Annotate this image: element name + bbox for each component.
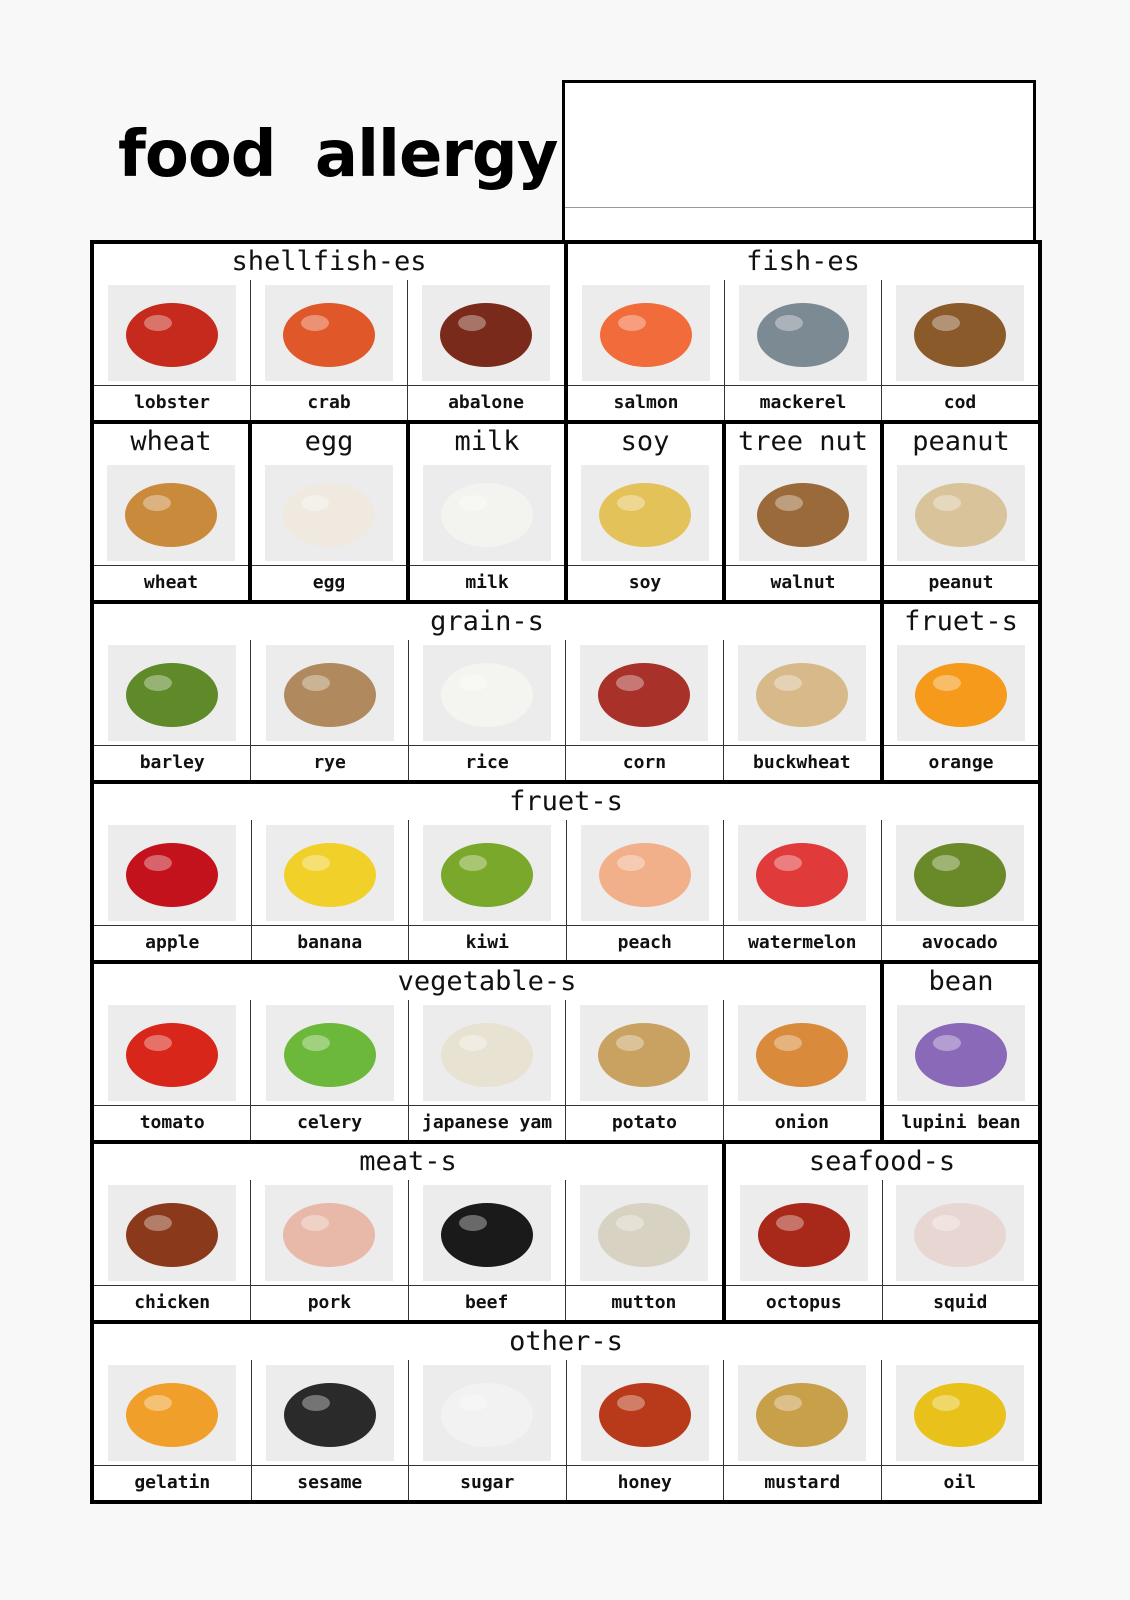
barley-photo <box>108 645 236 741</box>
food-image <box>568 460 722 565</box>
name-box <box>562 80 1036 240</box>
food-card-salmon <box>568 280 725 420</box>
abalone-photo <box>422 285 550 381</box>
cod-photo <box>896 285 1024 381</box>
food-caption: honey <box>567 1465 724 1500</box>
soybean-photo <box>581 465 709 561</box>
food-card-crab <box>251 280 408 420</box>
food-caption: mackerel <box>725 385 881 420</box>
food-card-oil <box>882 1360 1039 1500</box>
food-card-potato <box>566 1000 723 1140</box>
food-card-abalone <box>408 280 564 420</box>
food-card-honey <box>567 1360 725 1500</box>
egg-photo <box>265 465 393 561</box>
category-label: other-s <box>509 1326 623 1357</box>
food-card-soy <box>568 460 722 600</box>
category-label: meat-s <box>359 1146 457 1177</box>
food-image <box>567 820 724 925</box>
category-items <box>94 640 880 780</box>
food-image <box>251 1180 407 1285</box>
food-image <box>726 460 880 565</box>
banana-photo <box>266 825 394 921</box>
name-line <box>565 207 1033 208</box>
food-image <box>566 640 722 745</box>
food-card-squid <box>883 1180 1039 1320</box>
food-card-mutton <box>566 1180 722 1320</box>
food-caption: beef <box>409 1285 565 1320</box>
food-image <box>251 280 407 385</box>
mustard-jar-photo <box>738 1365 866 1461</box>
food-card-tomato <box>94 1000 251 1140</box>
food-caption: lupini bean <box>884 1105 1038 1140</box>
page-title: food allergy <box>118 118 558 192</box>
food-card-japanese-yam <box>409 1000 566 1140</box>
food-image <box>724 820 881 925</box>
food-card-peanut <box>884 460 1038 600</box>
food-card-mustard <box>724 1360 882 1500</box>
food-caption: oil <box>882 1465 1039 1500</box>
potato-photo <box>580 1005 708 1101</box>
food-caption: onion <box>724 1105 880 1140</box>
soba-photo <box>738 645 866 741</box>
food-image <box>409 640 565 745</box>
food-image <box>724 1000 880 1105</box>
food-image <box>882 820 1039 925</box>
salmon-photo <box>582 285 710 381</box>
food-card-rice <box>409 640 566 780</box>
food-card-milk <box>410 460 564 600</box>
sugar-cube-photo <box>423 1365 551 1461</box>
food-image <box>409 820 566 925</box>
rice-bowl-photo <box>423 645 551 741</box>
category-tree-nut <box>724 422 882 602</box>
food-caption: kiwi <box>409 925 566 960</box>
pig-photo <box>265 1185 393 1281</box>
food-caption: octopus <box>726 1285 882 1320</box>
food-image <box>882 1360 1039 1465</box>
food-image <box>409 1180 565 1285</box>
food-card-chicken <box>94 1180 251 1320</box>
category-items <box>94 280 564 420</box>
category-shellfish-es <box>92 242 566 422</box>
onion-photo <box>738 1005 866 1101</box>
category-items <box>884 640 1038 780</box>
food-caption: mustard <box>724 1465 881 1500</box>
category-items <box>94 820 1038 960</box>
category-label: bean <box>928 966 994 997</box>
food-image <box>409 1000 565 1105</box>
food-card-banana <box>252 820 410 960</box>
food-image <box>726 1180 882 1285</box>
category-peanut <box>882 422 1040 602</box>
food-image <box>94 280 250 385</box>
category-egg <box>250 422 408 602</box>
sheep-photo <box>580 1185 708 1281</box>
category-bean <box>882 962 1040 1142</box>
category-label: grain-s <box>430 606 544 637</box>
food-card-mackerel <box>725 280 882 420</box>
food-caption: sesame <box>252 1465 409 1500</box>
food-caption: apple <box>94 925 251 960</box>
food-image <box>94 820 251 925</box>
food-caption: corn <box>566 745 722 780</box>
food-image <box>884 1000 1038 1105</box>
food-caption: chicken <box>94 1285 250 1320</box>
category-label: fruet-s <box>509 786 623 817</box>
kiwi-photo <box>423 825 551 921</box>
food-image <box>408 280 564 385</box>
yam-photo <box>423 1005 551 1101</box>
food-image <box>94 460 248 565</box>
category-vegetable-s <box>92 962 882 1142</box>
food-image <box>566 1000 722 1105</box>
category-label: vegetable-s <box>397 966 577 997</box>
food-image <box>252 820 409 925</box>
food-card-cod <box>882 280 1038 420</box>
peach-photo <box>581 825 709 921</box>
food-caption: watermelon <box>724 925 881 960</box>
octopus-photo <box>740 1185 868 1281</box>
food-card-watermelon <box>724 820 882 960</box>
food-caption: japanese yam <box>409 1105 565 1140</box>
category-items <box>726 460 880 600</box>
food-caption: pork <box>251 1285 407 1320</box>
food-image <box>884 460 1038 565</box>
food-card-apple <box>94 820 252 960</box>
bread-photo <box>107 465 235 561</box>
food-card-buckwheat <box>724 640 880 780</box>
food-caption: cod <box>882 385 1038 420</box>
rye-bread-photo <box>266 645 394 741</box>
watermelon-photo <box>738 825 866 921</box>
food-card-avocado <box>882 820 1039 960</box>
food-card-gelatin <box>94 1360 252 1500</box>
category-wheat <box>92 422 250 602</box>
category-items <box>568 460 722 600</box>
food-caption: rice <box>409 745 565 780</box>
walnut-photo <box>739 465 867 561</box>
category-items <box>94 1360 1038 1500</box>
food-card-beef <box>409 1180 566 1320</box>
food-image <box>409 1360 566 1465</box>
food-image <box>252 1360 409 1465</box>
category-label: tree nut <box>737 426 869 457</box>
cow-photo <box>423 1185 551 1281</box>
category-items <box>884 1000 1038 1140</box>
category-fish-es <box>566 242 1040 422</box>
food-caption: wheat <box>94 565 248 600</box>
food-caption: milk <box>410 565 564 600</box>
category-label: shellfish-es <box>231 246 427 277</box>
food-caption: crab <box>251 385 407 420</box>
category-items <box>94 460 248 600</box>
food-card-barley <box>94 640 251 780</box>
orange-photo <box>897 645 1025 741</box>
category-label: peanut <box>912 426 1010 457</box>
food-card-sugar <box>409 1360 567 1500</box>
food-card-octopus <box>726 1180 883 1320</box>
milk-glass-photo <box>423 465 551 561</box>
food-caption: celery <box>251 1105 407 1140</box>
category-seafood-s <box>724 1142 1040 1322</box>
food-caption: walnut <box>726 565 880 600</box>
food-card-corn <box>566 640 723 780</box>
honey-spoon-photo <box>581 1365 709 1461</box>
category-label: egg <box>304 426 354 457</box>
avocado-photo <box>896 825 1024 921</box>
food-caption: banana <box>252 925 409 960</box>
food-caption: soy <box>568 565 722 600</box>
food-card-lobster <box>94 280 251 420</box>
food-caption: peanut <box>884 565 1038 600</box>
squid-photo <box>896 1185 1024 1281</box>
food-card-kiwi <box>409 820 567 960</box>
food-card-celery <box>251 1000 408 1140</box>
peanut-photo <box>897 465 1025 561</box>
food-image <box>883 1180 1039 1285</box>
food-image <box>94 1180 250 1285</box>
category-label: fruet-s <box>904 606 1018 637</box>
food-card-egg <box>252 460 406 600</box>
category-fruet-s <box>882 602 1040 782</box>
food-image <box>567 1360 724 1465</box>
lobster-photo <box>108 285 236 381</box>
food-caption: egg <box>252 565 406 600</box>
category-label: fish-es <box>746 246 860 277</box>
food-caption: buckwheat <box>724 745 880 780</box>
category-items <box>252 460 406 600</box>
food-image <box>252 460 406 565</box>
category-grain-s <box>92 602 882 782</box>
chicken-photo <box>108 1185 236 1281</box>
category-milk <box>408 422 566 602</box>
food-image <box>94 640 250 745</box>
food-card-pork <box>251 1180 408 1320</box>
food-caption: sugar <box>409 1465 566 1500</box>
tomato-photo <box>108 1005 236 1101</box>
food-image <box>884 640 1038 745</box>
food-card-rye <box>251 640 408 780</box>
category-items <box>94 1180 722 1320</box>
category-label: wheat <box>130 426 212 457</box>
food-caption: potato <box>566 1105 722 1140</box>
crab-photo <box>265 285 393 381</box>
food-card-orange <box>884 640 1038 780</box>
food-card-lupini-bean <box>884 1000 1038 1140</box>
food-image <box>94 1000 250 1105</box>
food-image <box>568 280 724 385</box>
food-image <box>882 280 1038 385</box>
food-image <box>724 1360 881 1465</box>
category-meat-s <box>92 1142 724 1322</box>
lupine-flower-photo <box>897 1005 1025 1101</box>
food-caption: peach <box>567 925 724 960</box>
food-caption: squid <box>883 1285 1039 1320</box>
category-items <box>884 460 1038 600</box>
food-card-sesame <box>252 1360 410 1500</box>
oil-bowl-photo <box>896 1365 1024 1461</box>
food-image <box>566 1180 722 1285</box>
food-image <box>251 1000 407 1105</box>
apple-photo <box>108 825 236 921</box>
gummy-bear-photo <box>108 1365 236 1461</box>
mackerel-photo <box>739 285 867 381</box>
category-fruet-s <box>92 782 1040 962</box>
category-label: soy <box>620 426 670 457</box>
food-caption: gelatin <box>94 1465 251 1500</box>
food-image <box>94 1360 251 1465</box>
food-card-wheat <box>94 460 248 600</box>
food-caption: avocado <box>882 925 1039 960</box>
food-image <box>725 280 881 385</box>
food-caption: orange <box>884 745 1038 780</box>
food-caption: salmon <box>568 385 724 420</box>
food-image <box>410 460 564 565</box>
category-other-s <box>92 1322 1040 1502</box>
food-card-walnut <box>726 460 880 600</box>
allergy-grid <box>90 240 1042 1504</box>
category-items <box>726 1180 1038 1320</box>
category-items <box>410 460 564 600</box>
category-label: milk <box>454 426 520 457</box>
food-card-peach <box>567 820 725 960</box>
category-items <box>568 280 1038 420</box>
category-items <box>94 1000 880 1140</box>
category-label: seafood-s <box>808 1146 956 1177</box>
food-caption: tomato <box>94 1105 250 1140</box>
food-card-onion <box>724 1000 880 1140</box>
category-soy <box>566 422 724 602</box>
corn-photo <box>580 645 708 741</box>
food-caption: abalone <box>408 385 564 420</box>
food-caption: barley <box>94 745 250 780</box>
sesame-photo <box>266 1365 394 1461</box>
celery-photo <box>266 1005 394 1101</box>
food-caption: mutton <box>566 1285 722 1320</box>
food-caption: lobster <box>94 385 250 420</box>
food-image <box>251 640 407 745</box>
food-caption: rye <box>251 745 407 780</box>
food-image <box>724 640 880 745</box>
